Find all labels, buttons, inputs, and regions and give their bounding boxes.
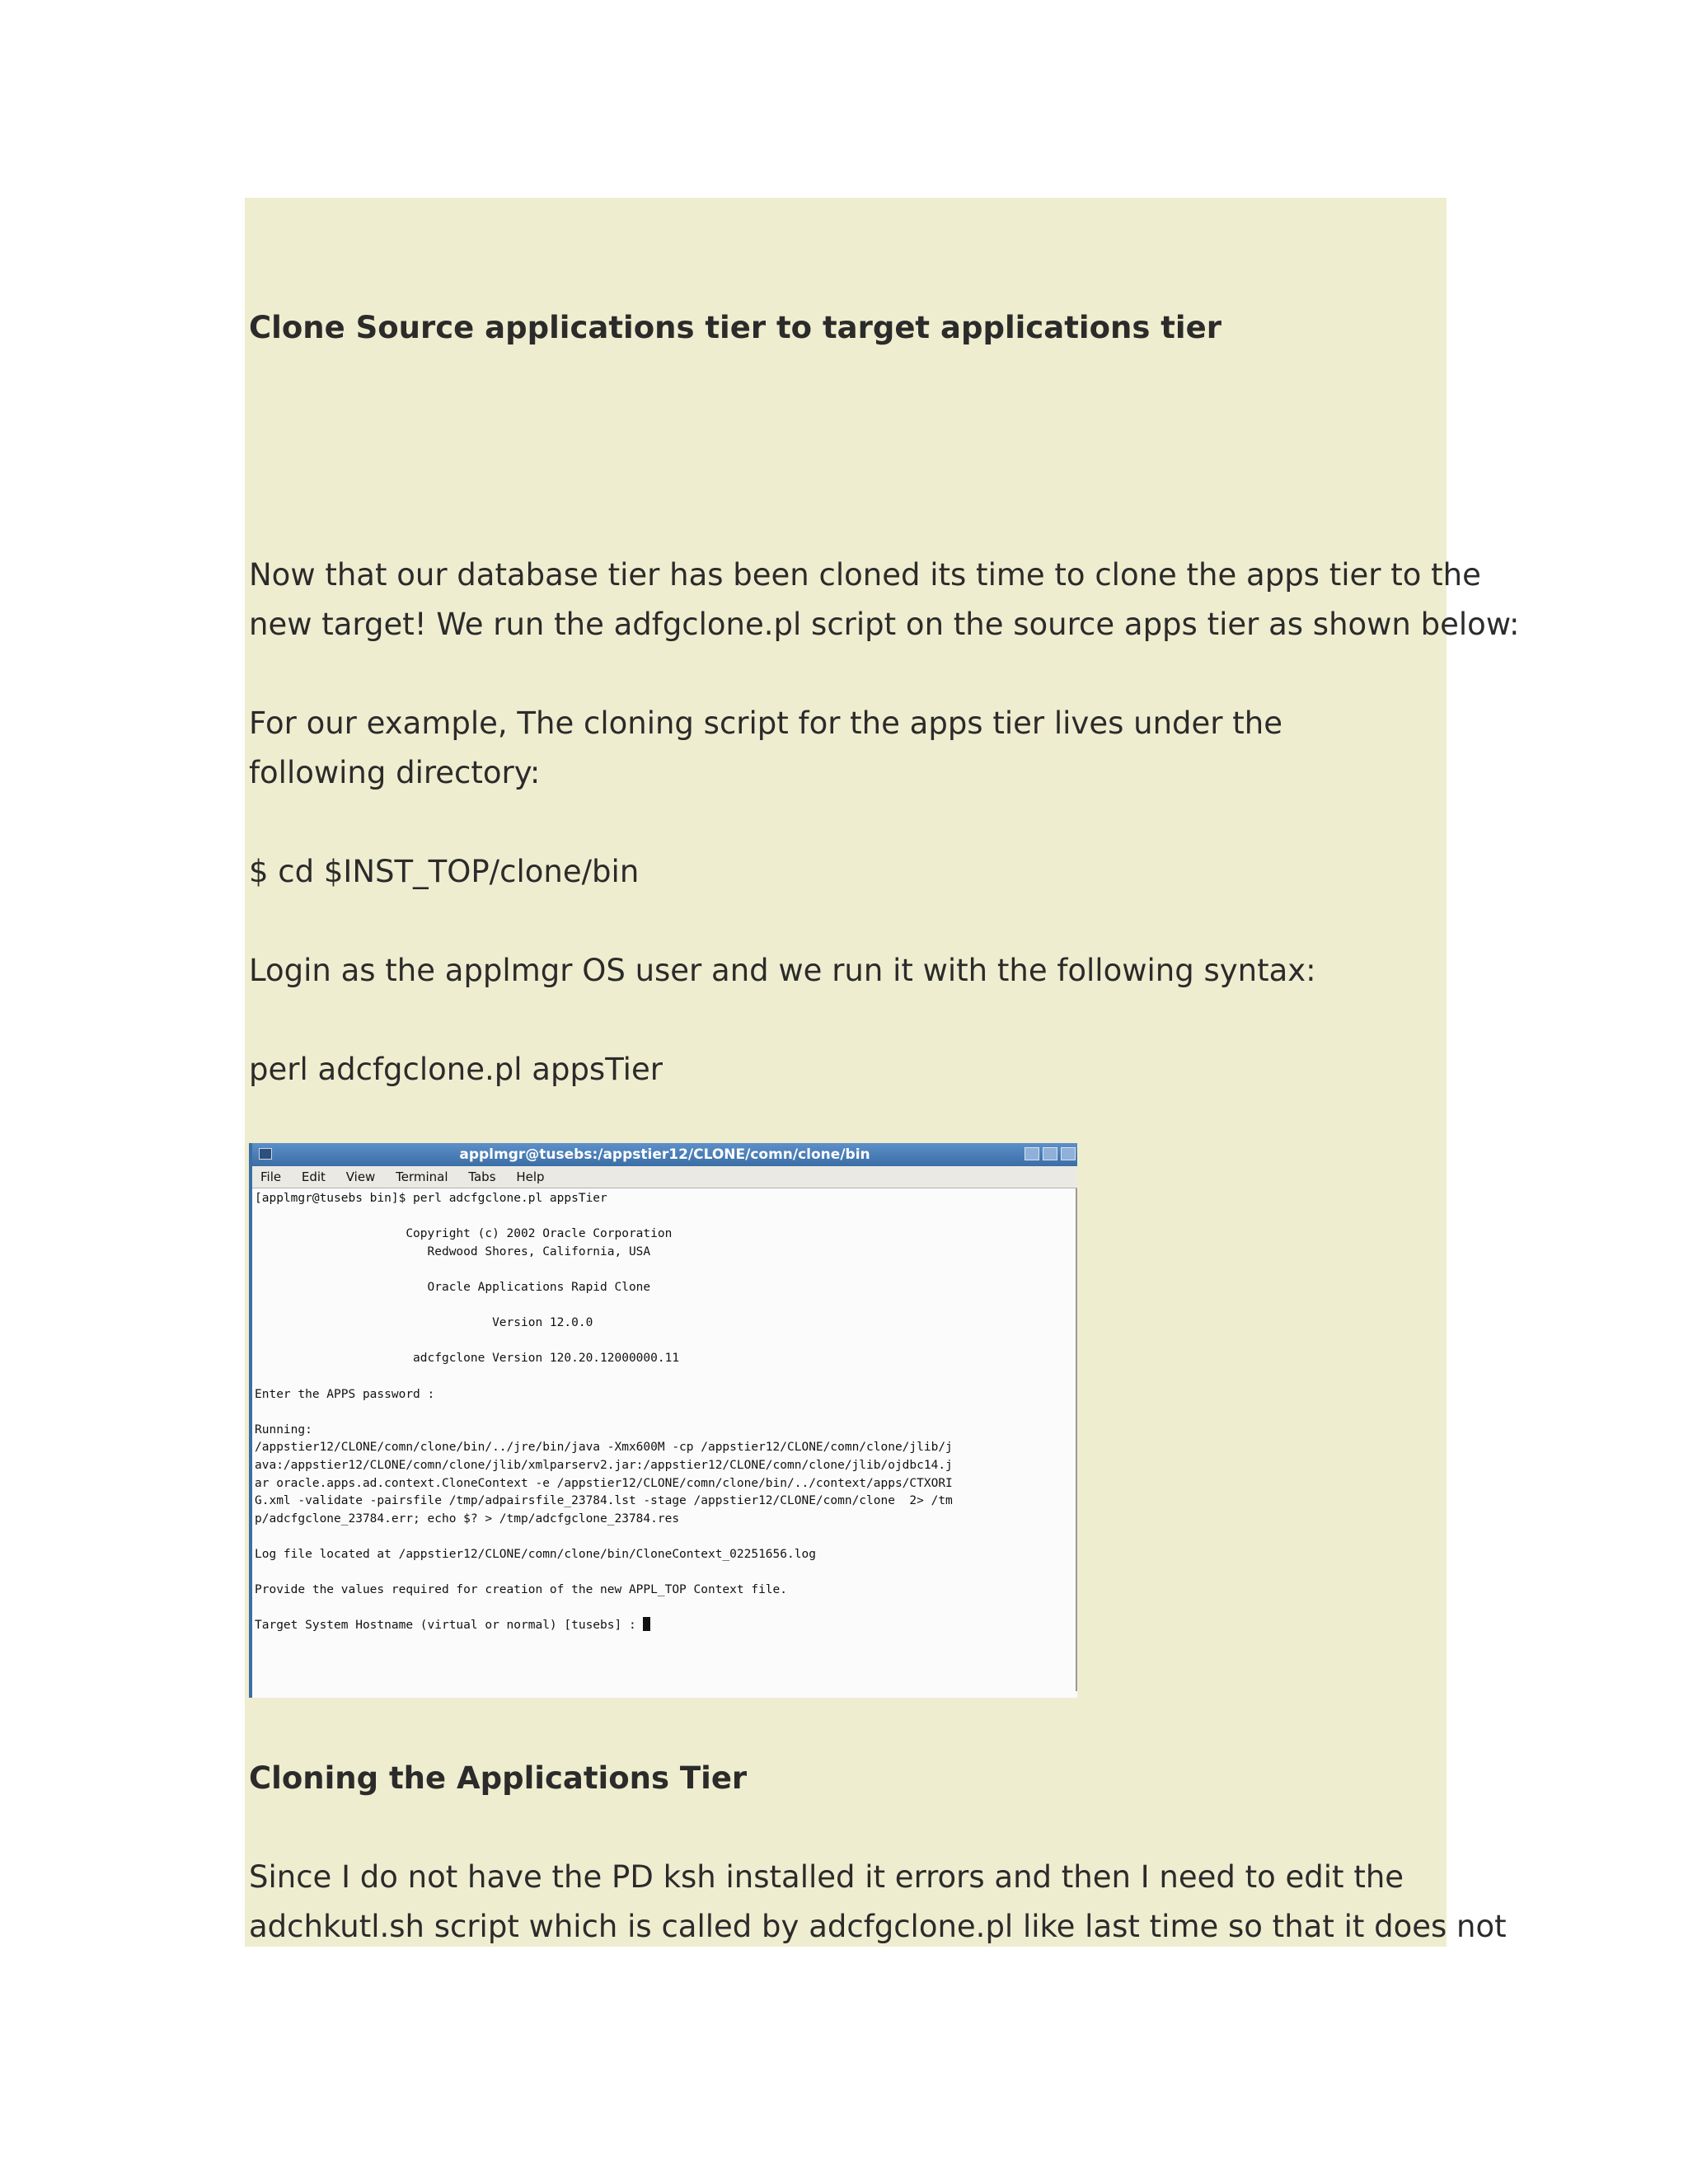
terminal-line: Oracle Applications Rapid Clone: [255, 1280, 651, 1294]
terminal-title: applmgr@tusebs:/appstier12/CLONE/comn/clone/bin: [459, 1146, 870, 1163]
terminal-line: [255, 1368, 1076, 1386]
terminal-line: Target System Hostname (virtual or normal) [tusebs] :: [255, 1617, 1076, 1635]
terminal-screenshot: [249, 1143, 1077, 1698]
section-heading-clone-source: Clone Source applications tier to target applications tier: [249, 310, 1221, 345]
terminal-line: [255, 1297, 1076, 1315]
terminal-line: adcfgclone Version 120.20.12000000.11: [255, 1352, 680, 1366]
terminal-line: Log file located at /appstier12/CLONE/comn/clone/bin/CloneContext_02251656.log: [255, 1547, 816, 1561]
terminal-line: [applmgr@tusebs bin]$ perl adcfgclone.pl appsTier: [255, 1192, 607, 1205]
terminal-line: [255, 1600, 1076, 1618]
terminal-line: [255, 1261, 1076, 1279]
terminal-line: [255, 1404, 1076, 1422]
command-cd: $ cd $INST_TOP/clone/bin: [249, 854, 640, 889]
maximize-icon[interactable]: [1043, 1147, 1057, 1160]
terminal-line: G.xml -validate -pairsfile /tmp/adpairsfile_23784.lst -stage /appstier12/CLONE/comn/clone 2> /tm: [255, 1494, 953, 1508]
terminal-output[interactable]: [252, 1188, 1077, 1691]
paragraph-login: Login as the applmgr OS user and we run it with the following syntax:: [249, 953, 1316, 988]
terminal-line: ar oracle.apps.ad.context.CloneContext -e /appstier12/CLONE/comn/clone/bin/../context/apps/CTXORI: [255, 1476, 953, 1490]
terminal-line: Enter the APPS password :: [255, 1387, 435, 1401]
terminal-cursor: [643, 1617, 650, 1631]
menu-view[interactable]: View: [345, 1169, 376, 1184]
menu-terminal[interactable]: Terminal: [396, 1169, 448, 1184]
paragraph-pdksh-line1: Since I do not have the PD ksh installed it errors and then I need to edit the: [249, 1859, 1404, 1895]
terminal-line: Provide the values required for creation of the new APPL_TOP Context file.: [255, 1583, 788, 1597]
paragraph-directory-line1: For our example, The cloning script for the apps tier lives under the: [249, 705, 1282, 741]
terminal-line: [255, 1563, 1076, 1582]
menu-edit[interactable]: Edit: [301, 1169, 326, 1184]
terminal-line: Running:: [255, 1422, 312, 1436]
terminal-line: [255, 1208, 1076, 1226]
terminal-line: /appstier12/CLONE/comn/clone/bin/../jre/bin/java -Xmx600M -cp /appstier12/CLONE/comn/clone/jlib/j: [255, 1441, 953, 1455]
terminal-line: Version 12.0.0: [255, 1316, 593, 1330]
terminal-line: [255, 1333, 1076, 1351]
terminal-menu-bar: [252, 1166, 1077, 1188]
paragraph-intro-line2: new target! We run the adfgclone.pl script on the source apps tier as shown below:: [249, 607, 1520, 642]
section-heading-cloning-apps-tier: Cloning the Applications Tier: [249, 1760, 748, 1796]
menu-tabs[interactable]: Tabs: [468, 1169, 496, 1184]
paragraph-pdksh-line2: adchkutl.sh script which is called by adcfgclone.pl like last time so that it does not: [249, 1909, 1507, 1944]
terminal-window-icon: [259, 1148, 272, 1160]
terminal-line: Redwood Shores, California, USA: [255, 1244, 651, 1258]
terminal-line: [255, 1528, 1076, 1546]
terminal-line: ava:/appstier12/CLONE/comn/clone/jlib/xmlparserv2.jar:/appstier12/CLONE/comn/clone/jlib/ojdbc14.j: [255, 1458, 953, 1472]
paragraph-intro-line1: Now that our database tier has been cloned its time to clone the apps tier to the: [249, 557, 1481, 593]
command-perl: perl adcfgclone.pl appsTier: [249, 1052, 663, 1087]
menu-help[interactable]: Help: [516, 1169, 545, 1184]
close-icon[interactable]: [1061, 1147, 1076, 1160]
menu-file[interactable]: File: [260, 1169, 282, 1184]
paragraph-directory-line2: following directory:: [249, 755, 541, 790]
terminal-line: Copyright (c) 2002 Oracle Corporation: [255, 1227, 673, 1241]
terminal-line: p/adcfgclone_23784.err; echo $? > /tmp/adcfgclone_23784.res: [255, 1511, 680, 1526]
terminal-title-bar: [252, 1143, 1077, 1166]
minimize-icon[interactable]: [1025, 1147, 1039, 1160]
